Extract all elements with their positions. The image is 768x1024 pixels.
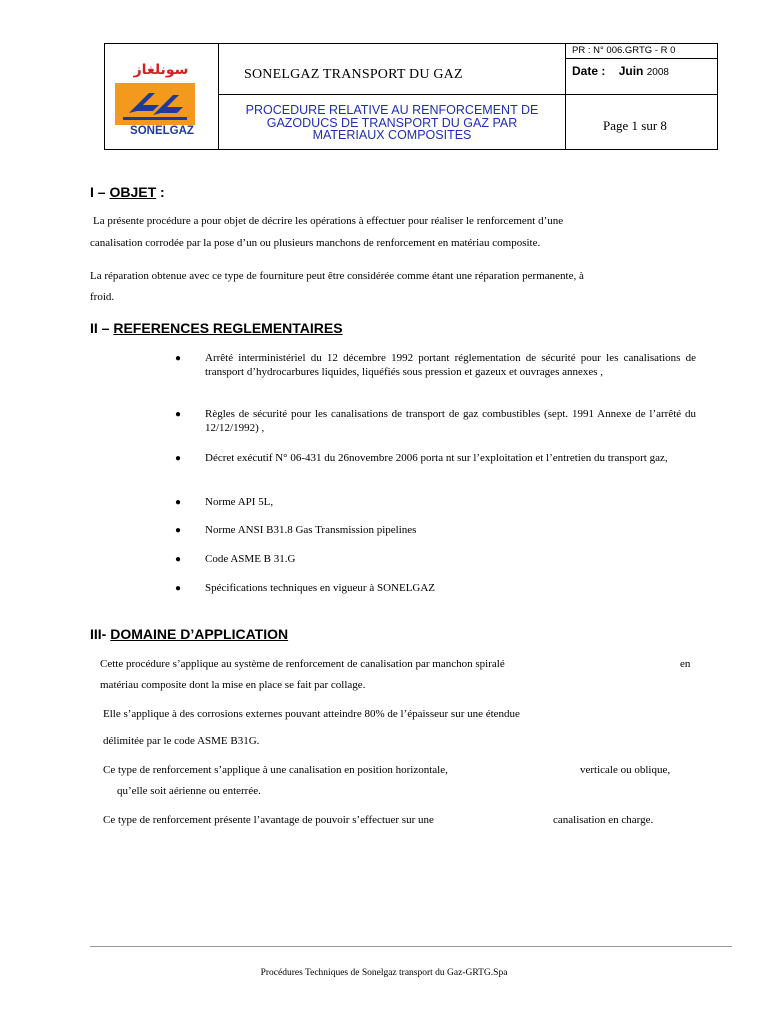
procedure-title-line: GAZODUCS DE TRANSPORT DU GAZ PAR	[266, 115, 518, 130]
reference-number: PR : N° 006.GRTG - R 0	[572, 45, 676, 56]
list-item-text: Arrêté interministériel du 12 décembre 1992 portant réglementation de sécurité pour les canalisations de transport d’hydrocarbures liquides, liquéfiés sous pression et gazeux et ouvrages annexes ,	[205, 352, 696, 378]
procedure-title-cell	[219, 95, 566, 149]
procedure-title-line: MATERIAUX COMPOSITES	[312, 128, 472, 142]
section-3-line-5: Ce type de renforcement s’applique à une canalisation en position horizontale,	[103, 764, 448, 776]
section-3-title: DOMAINE D’APPLICATION	[110, 626, 289, 642]
section-1-heading	[90, 184, 165, 200]
reference-cell	[566, 44, 717, 59]
logo-arabic-text: سونلغاز	[133, 62, 189, 78]
bullet-icon: ●	[175, 409, 182, 420]
section-1-para-1-line-2: canalisation corrodée par la pose d’un ou plusieurs manchons de renforcement en matériau composite.	[90, 237, 541, 249]
bullet-icon: ●	[175, 525, 182, 536]
section-2-title: REFERENCES REGLEMENTAIRES	[113, 320, 343, 336]
list-item	[175, 553, 696, 567]
section-3-line-7: Ce type de renforcement présente l’avantage de pouvoir s’effectuer sur une	[103, 814, 434, 826]
bullet-icon: ●	[175, 353, 182, 364]
list-item	[175, 524, 696, 538]
list-item	[175, 496, 696, 510]
section-1-title: OBJET	[109, 184, 157, 200]
list-item	[175, 452, 696, 466]
section-1-para-2-line-1: La réparation obtenue avec ce type de fourniture peut être considérée comme étant une réparation permanente, à	[90, 270, 584, 282]
bullet-icon: ●	[175, 583, 182, 594]
procedure-title-line: PROCEDURE RELATIVE AU RENFORCEMENT DE	[245, 103, 539, 117]
bullet-icon: ●	[175, 453, 182, 464]
list-item-text: Code ASME B 31.G	[205, 553, 296, 565]
section-3-line-3: Elle s’applique à des corrosions externes pouvant atteindre 80% de l’épaisseur sur une étendue	[103, 708, 520, 720]
procedure-title	[219, 104, 565, 142]
date	[572, 64, 669, 78]
section-3-line-7-end: canalisation en charge.	[553, 814, 654, 826]
section-3-line-4: délimitée par le code ASME B31G.	[103, 735, 260, 747]
section-3-line-2: matériau composite dont la mise en place se fait par collage.	[100, 679, 366, 691]
footer-divider	[90, 946, 732, 947]
document-header-table	[104, 43, 718, 150]
list-item-text: Règles de sécurité pour les canalisations de transport de gaz combustibles (sept. 1991 Annexe de l’arrêté du 12/12/1992) ,	[205, 408, 696, 434]
list-item	[175, 408, 696, 435]
date-month: Juin	[618, 64, 644, 78]
section-3-heading	[90, 626, 288, 642]
list-item-text: Spécifications techniques en vigueur à SONELGAZ	[205, 582, 436, 594]
company-cell	[219, 44, 566, 95]
logo-cell	[105, 44, 219, 149]
section-1-suffix: :	[156, 184, 165, 200]
section-2-prefix: II –	[90, 320, 114, 336]
section-3-line-1: Cette procédure s’applique au système de renforcement de canalisation par manchon spiralé	[100, 658, 505, 670]
list-item-text: Norme ANSI B31.8 Gas Transmission pipelines	[205, 524, 417, 536]
section-3-line-5-end: verticale ou oblique,	[580, 764, 671, 776]
section-1-prefix: I –	[90, 184, 110, 200]
date-label: Date :	[572, 64, 606, 78]
bullet-icon: ●	[175, 554, 182, 565]
page-cell	[566, 95, 717, 149]
section-3-prefix: III-	[90, 626, 111, 642]
logo-name: SONELGAZ	[130, 125, 194, 137]
date-year: 2008	[646, 67, 669, 78]
sonelgaz-logo-icon	[115, 83, 195, 125]
page-footer: Procédures Techniques de Sonelgaz transport du Gaz-GRTG.Spa	[260, 968, 508, 978]
section-3-line-6: qu’elle soit aérienne ou enterrée.	[117, 785, 261, 797]
bullet-icon: ●	[175, 497, 182, 508]
section-1-para-2-line-2: froid.	[90, 291, 115, 303]
section-2-heading	[90, 320, 343, 336]
list-item-text: Décret exécutif N° 06-431 du 26novembre 2006 porta nt sur l’exploitation et l’entretien du transport gaz,	[205, 452, 668, 464]
list-item	[175, 352, 696, 379]
list-item-text: Norme API 5L,	[205, 496, 274, 508]
company-name: SONELGAZ TRANSPORT DU GAZ	[244, 67, 463, 82]
list-item	[175, 582, 696, 596]
section-1-para-1-line-1: La présente procédure a pour objet de décrire les opérations à effectuer pour réaliser le renforcement d’une	[93, 215, 564, 227]
date-cell	[566, 59, 717, 95]
section-3-line-1-end: en	[680, 658, 691, 670]
page-number: Page 1 sur 8	[603, 118, 667, 133]
